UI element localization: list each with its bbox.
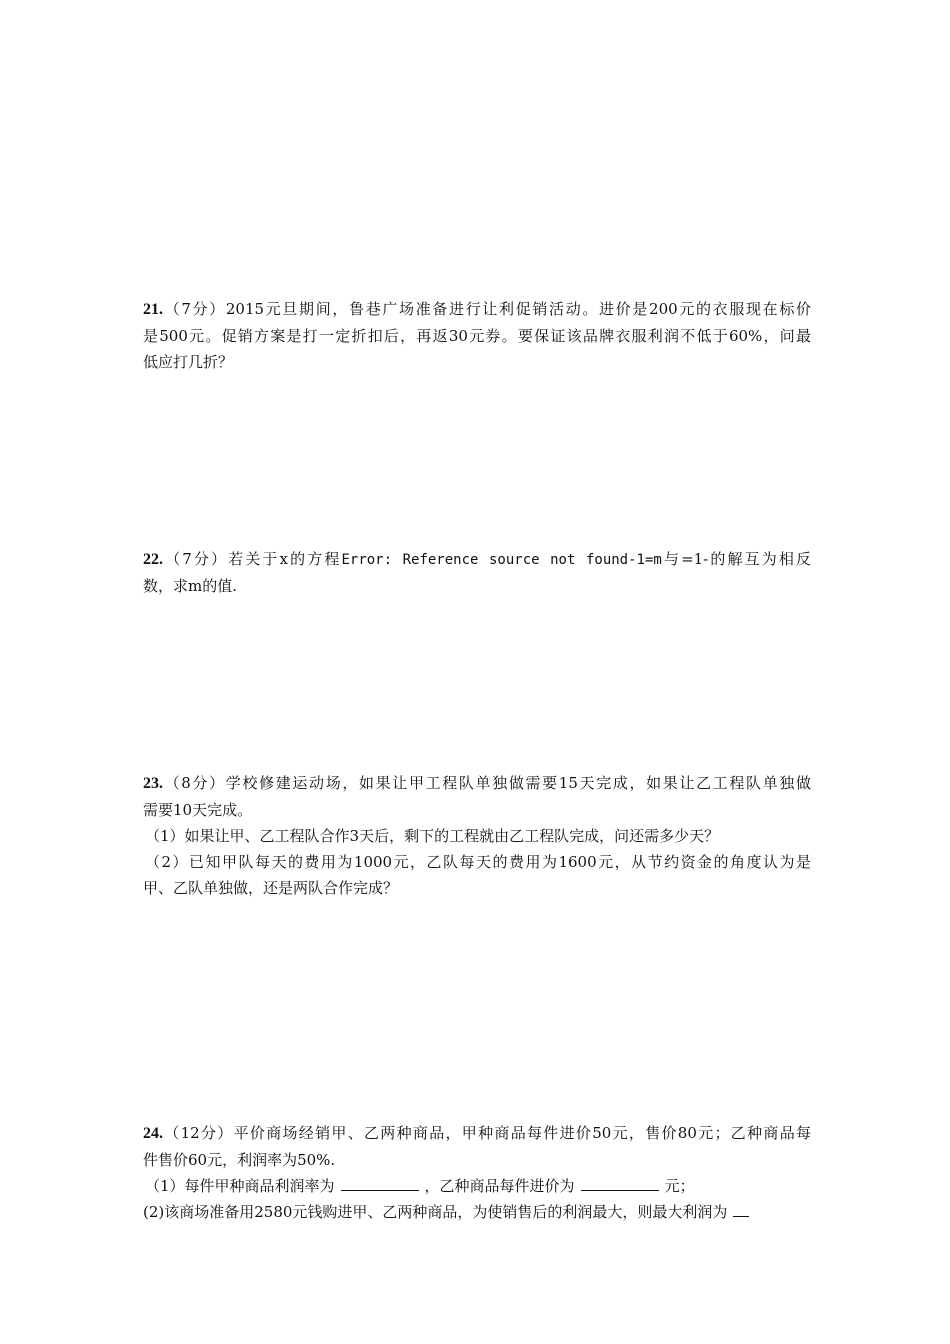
question-text: (2)该商场准备用2580元钱购进甲、乙两种商品，为使销售后的利润最大，则最大利润为 [143, 1203, 728, 1221]
question-22-line-1 [143, 546, 811, 573]
question-23-part-2: （2）已知甲队每天的费用为1000元，乙队每天的费用为1600元，从节约资金的角度认为是 [145, 853, 811, 871]
question-text: ，乙种商品每件进价为 [424, 1177, 575, 1195]
question-22 [143, 546, 811, 599]
reference-error-text: Error: Reference source not found-1=m [341, 552, 662, 568]
question-22-line-2: 数，求m的值. [143, 577, 237, 595]
question-21 [143, 296, 811, 375]
question-24-line-1 [143, 1120, 811, 1147]
question-23 [143, 770, 811, 901]
question-number: 21. [143, 301, 163, 318]
question-text: （12分）平价商场经销甲、乙两种商品，甲种商品每件进价50元，售价80元；乙种商品每 [163, 1124, 811, 1142]
question-text: （7分）2015元旦期间，鲁巷广场准备进行让利促销活动。进价是200元的衣服现在标价 [163, 300, 811, 318]
question-24-part-1 [145, 1173, 811, 1199]
question-number: 22. [143, 551, 163, 568]
question-text: 元； [664, 1177, 695, 1195]
question-21-line-1 [143, 296, 811, 323]
question-23-line-5: 甲、乙队单独做，还是两队合作完成？ [143, 879, 399, 897]
question-number: 24. [143, 1125, 163, 1142]
question-text: （7分）若关于x的方程 [163, 550, 342, 568]
question-number: 23. [143, 775, 163, 792]
question-24 [143, 1120, 811, 1225]
question-23-line-1 [143, 770, 811, 797]
question-23-part-1: （1）如果让甲、乙工程队合作3天后，剩下的工程就由乙工程队完成，问还需多少天？ [145, 827, 720, 845]
question-24-line-2: 件售价60元，利润率为50%. [143, 1151, 336, 1169]
question-text: （8分）学校修建运动场，如果让甲工程队单独做需要15天完成，如果让乙工程队单独做 [163, 774, 811, 792]
question-21-line-2: 是500元。促销方案是打一定折扣后，再返30元券。要保证该品牌衣服利润不低于60%，问最 [143, 327, 811, 345]
question-text: （1）每件甲种商品利润率为 [145, 1177, 335, 1195]
answer-blank-profit-rate[interactable] [341, 1174, 419, 1191]
question-text: 与=1-的解互为相反 [661, 550, 811, 568]
answer-blank-cost-price[interactable] [581, 1174, 659, 1191]
question-24-part-2 [143, 1199, 811, 1225]
question-21-line-3: 低应打几折？ [143, 353, 234, 371]
answer-blank-max-profit[interactable] [733, 1200, 749, 1217]
question-23-line-2: 需要10天完成。 [143, 801, 253, 819]
